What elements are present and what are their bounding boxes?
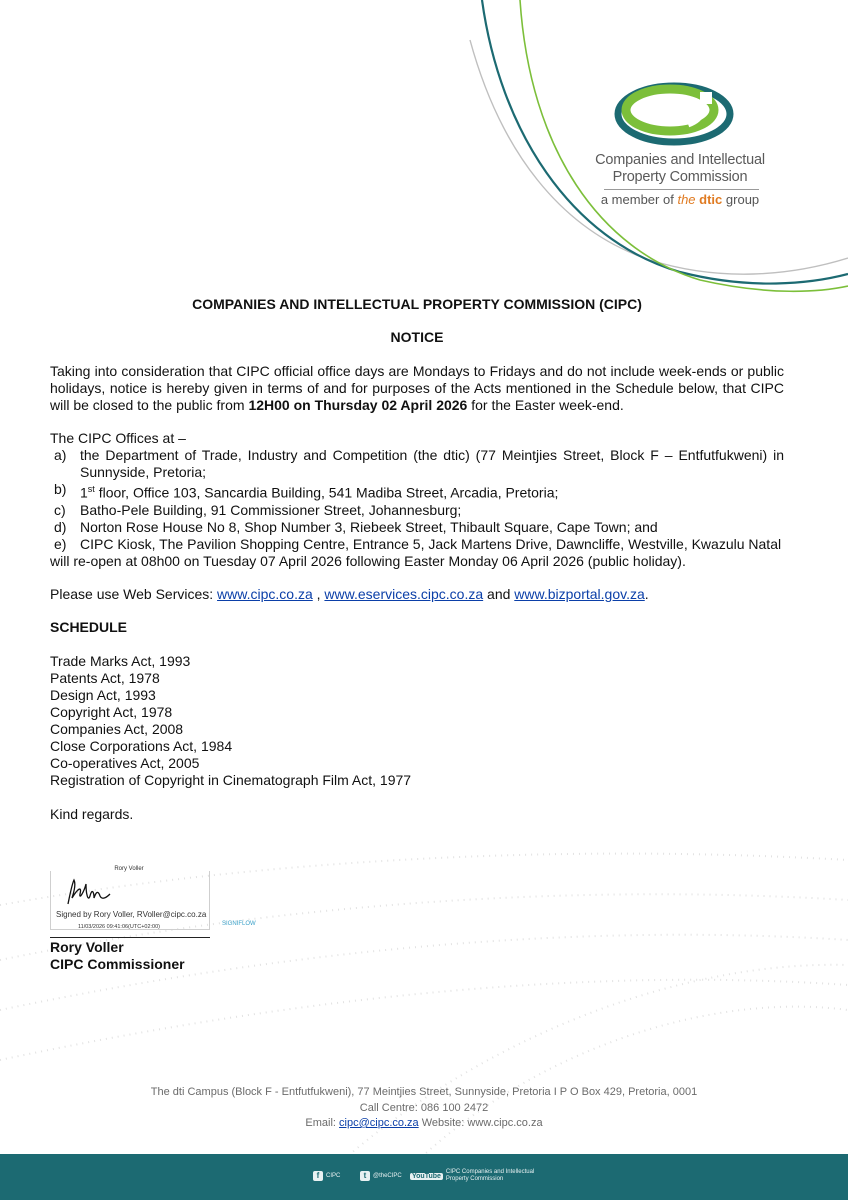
- footer-email-link[interactable]: cipc@cipc.co.za: [339, 1117, 419, 1129]
- offices-lead: The CIPC Offices at –: [50, 430, 186, 446]
- reopen-text: will re-open at 08h00 on Tuesday 07 April 2026 following Easter Monday 06 April 2026 (public holiday).: [50, 552, 686, 569]
- intro-paragraph: [50, 363, 784, 414]
- signature-box-name: Rory Voller: [114, 866, 144, 872]
- list-item: [50, 519, 784, 536]
- twitter-link[interactable]: [360, 1167, 402, 1185]
- list-item-label: d): [54, 518, 67, 535]
- list-item-label: b): [54, 481, 67, 497]
- list-item-text: floor, Office 103, Sancardia Building, 541 Madiba Street, Arcadia, Pretoria;: [94, 484, 559, 501]
- footer-call-centre: Call Centre: 086 100 2472: [359, 1101, 489, 1114]
- web-services-line: [50, 586, 784, 603]
- list-item-label: c): [54, 501, 66, 518]
- logo-name-line1: Companies and Intellectual: [595, 152, 765, 168]
- list-item-text: Norton Rose House No 8, Shop Number 3, Riebeek Street, Thibault Square, Cape Town; and: [80, 518, 658, 535]
- member-dtic: dtic: [699, 192, 723, 207]
- intro-text-before: Taking into consideration that CIPC official office days are Mondays to Fridays and do not include week-ends or public holidays, notice is hereby given in terms of and for purposes of the Acts mentioned in the Schedule below, that CIPC will be closed to the public from: [50, 363, 784, 413]
- list-item-text: the Department of Trade, Industry and Competition (the dtic) (77 Meintjies Street, Block F – Entfutfukweni) in Sunnyside, Pretoria;: [80, 447, 784, 480]
- signature-line: [50, 937, 210, 938]
- signed-by-text: Signed by Rory Voller, RVoller@cipc.co.za: [56, 910, 207, 919]
- digital-signature-box: [50, 866, 256, 936]
- web-suffix: .: [644, 585, 649, 602]
- closing-text: Kind regards.: [50, 805, 134, 822]
- facebook-label: CIPC: [326, 1173, 341, 1179]
- intro-bold-date: 12H00 on Thursday 02 April 2026: [248, 397, 468, 413]
- signiflow-logo-text: SIGNIFLOW: [222, 921, 256, 927]
- web-prefix: Please use Web Services:: [50, 585, 218, 602]
- youtube-link[interactable]: [410, 1167, 534, 1185]
- list-item: [50, 447, 784, 481]
- act-item: Co-operatives Act, 2005: [50, 754, 200, 771]
- footer-band: [0, 1154, 848, 1200]
- list-item: [50, 502, 784, 519]
- schedule-acts-list: [50, 653, 784, 789]
- member-prefix: a member of: [600, 192, 674, 207]
- signiflow-logo: [222, 921, 256, 927]
- list-item-label: a): [54, 447, 67, 463]
- list-item-label: e): [54, 535, 67, 552]
- list-item-text: Batho-Pele Building, 91 Commissioner Street, Johannesburg;: [80, 501, 462, 518]
- list-item-num: 1: [80, 484, 88, 501]
- page-footer: [0, 1085, 848, 1132]
- cipc-logo-mark: [608, 78, 748, 148]
- footer-contact: [0, 1116, 848, 1132]
- act-item: Companies Act, 2008: [50, 720, 184, 737]
- schedule-title: SCHEDULE: [50, 618, 128, 635]
- youtube-label-line1: CIPC Companies and Intellectual: [445, 1169, 535, 1175]
- intro-text-after: for the Easter week-end.: [467, 397, 624, 413]
- list-item: [50, 536, 784, 553]
- member-the: the: [677, 192, 696, 207]
- signatory-name: Rory Voller: [50, 939, 124, 955]
- act-item: Registration of Copyright in Cinematograph Film Act, 1977: [50, 771, 412, 788]
- act-item: Copyright Act, 1978: [50, 703, 173, 720]
- list-item-sup: st: [87, 484, 95, 494]
- link-eservices[interactable]: www.eservices.cipc.co.za: [324, 585, 484, 602]
- offices-list: [50, 447, 784, 553]
- youtube-label: [446, 1169, 534, 1183]
- member-suffix: group: [725, 192, 760, 207]
- notice-body: [50, 296, 784, 823]
- twitter-label: @theCIPC: [373, 1173, 402, 1179]
- logo-divider: [604, 189, 759, 190]
- list-item: [50, 481, 784, 502]
- youtube-label-line2: Property Commission: [445, 1176, 504, 1182]
- handwritten-signature: [64, 874, 114, 908]
- web-sep2: and: [483, 585, 515, 602]
- twitter-icon: t: [360, 1171, 370, 1181]
- act-item: Design Act, 1993: [50, 686, 156, 703]
- act-item: Close Corporations Act, 1984: [50, 737, 233, 754]
- signature-timestamp: 11/03/2026 09:41:06(UTC+02:00): [78, 924, 160, 930]
- signatory-title: CIPC Commissioner: [50, 956, 185, 972]
- logo-name-line2: Property Commission: [612, 169, 748, 185]
- footer-address: The dti Campus (Block F - Entfutfukweni), 77 Meintjies Street, Sunnyside, Pretoria I P O Box 429, Pretoria, 0001: [150, 1086, 698, 1098]
- link-cipc[interactable]: www.cipc.co.za: [217, 585, 313, 602]
- list-item-text: CIPC Kiosk, The Pavilion Shopping Centre, Entrance 5, Jack Martens Drive, Dawncliffe, Westville, Kwazulu Natal: [80, 535, 782, 552]
- link-bizportal[interactable]: www.bizportal.gov.za: [514, 585, 645, 602]
- youtube-icon: YouTube: [412, 1172, 441, 1180]
- act-item: Patents Act, 1978: [50, 669, 160, 686]
- facebook-icon: f: [313, 1171, 323, 1181]
- footer-email-label: Email:: [305, 1117, 340, 1129]
- signatory-block: [50, 939, 185, 973]
- document-heading: COMPANIES AND INTELLECTUAL PROPERTY COMMISSION (CIPC): [192, 296, 642, 312]
- facebook-link[interactable]: [313, 1167, 340, 1185]
- act-item: Trade Marks Act, 1993: [50, 652, 191, 669]
- web-sep1: ,: [312, 585, 325, 602]
- notice-title: NOTICE: [390, 329, 444, 345]
- logo-member-line: [580, 192, 780, 207]
- cipc-logo: [580, 78, 780, 218]
- footer-website: Website: www.cipc.co.za: [418, 1117, 543, 1129]
